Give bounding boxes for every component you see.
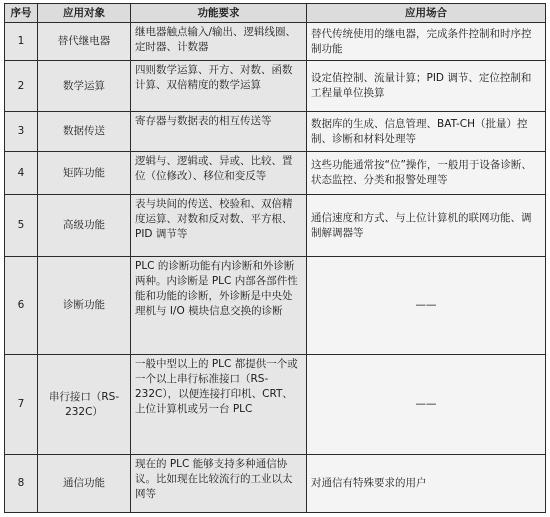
row-object: 数据传送 — [38, 112, 131, 152]
row-requirement: 现在的 PLC 能够支持多种通信协议。比如现在比较流行的工业以太网等 — [131, 455, 307, 513]
row-application: 这些功能通常按“位”操作，一般用于设备诊断、状态监控、分类和报警处理等 — [307, 152, 546, 195]
row-object: 替代继电器 — [38, 23, 131, 61]
row-no: 6 — [5, 257, 38, 355]
row-application: —— — [307, 355, 546, 455]
header-requirement: 功能要求 — [131, 4, 307, 23]
row-no: 1 — [5, 23, 38, 61]
table-header-row — [5, 4, 546, 23]
row-no: 8 — [5, 455, 38, 513]
header-application: 应用场合 — [307, 4, 546, 23]
table-row — [5, 257, 546, 355]
row-application: 通信速度和方式、与上位计算机的联网功能、调制解调器等 — [307, 195, 546, 257]
row-requirement: 四则数学运算、开方、对数、函数计算、双倍精度的数学运算 — [131, 61, 307, 112]
plc-function-table — [4, 3, 546, 513]
row-requirement: 寄存器与数据表的相互传送等 — [131, 112, 307, 152]
row-no: 3 — [5, 112, 38, 152]
table-row — [5, 23, 546, 61]
row-application: 设定值控制、流量计算；PID 调节、定位控制和工程量单位换算 — [307, 61, 546, 112]
header-object: 应用对象 — [38, 4, 131, 23]
row-application: 对通信有特殊要求的用户 — [307, 455, 546, 513]
table-row — [5, 355, 546, 455]
row-application: 数据库的生成、信息管理、BAT-CH（批量）控制、诊断和材料处理等 — [307, 112, 546, 152]
row-requirement: 继电器触点输入/输出、逻辑线圈、定时器、计数器 — [131, 23, 307, 61]
row-application: 替代传统使用的继电器，完成条件控制和时序控制功能 — [307, 23, 546, 61]
row-object: 诊断功能 — [38, 257, 131, 355]
table-row — [5, 152, 546, 195]
row-object: 数学运算 — [38, 61, 131, 112]
table-row — [5, 195, 546, 257]
row-no: 2 — [5, 61, 38, 112]
row-requirement: PLC 的诊断功能有内诊断和外诊断两种。内诊断是 PLC 内部各部件性能和功能的诊断，外诊断是中央处理机与 I/O 模块信息交换的诊断 — [131, 257, 307, 355]
row-object: 矩阵功能 — [38, 152, 131, 195]
row-no: 4 — [5, 152, 38, 195]
header-no: 序号 — [5, 4, 38, 23]
row-no: 7 — [5, 355, 38, 455]
row-object: 高级功能 — [38, 195, 131, 257]
row-requirement: 一般中型以上的 PLC 都提供一个或一个以上串行标准接口（RS-232C），以便连接打印机、CRT、上位计算机或另一台 PLC — [131, 355, 307, 455]
plc-function-table-container — [4, 3, 545, 513]
row-application: —— — [307, 257, 546, 355]
row-object: 串行接口（RS-232C） — [38, 355, 131, 455]
row-requirement: 逻辑与、逻辑或、异或、比较、置位（位修改）、移位和变反等 — [131, 152, 307, 195]
table-row — [5, 61, 546, 112]
row-no: 5 — [5, 195, 38, 257]
row-requirement: 表与块间的传送、校验和、双倍精度运算、对数和反对数、平方根、PID 调节等 — [131, 195, 307, 257]
row-object: 通信功能 — [38, 455, 131, 513]
table-row — [5, 455, 546, 513]
table-row — [5, 112, 546, 152]
